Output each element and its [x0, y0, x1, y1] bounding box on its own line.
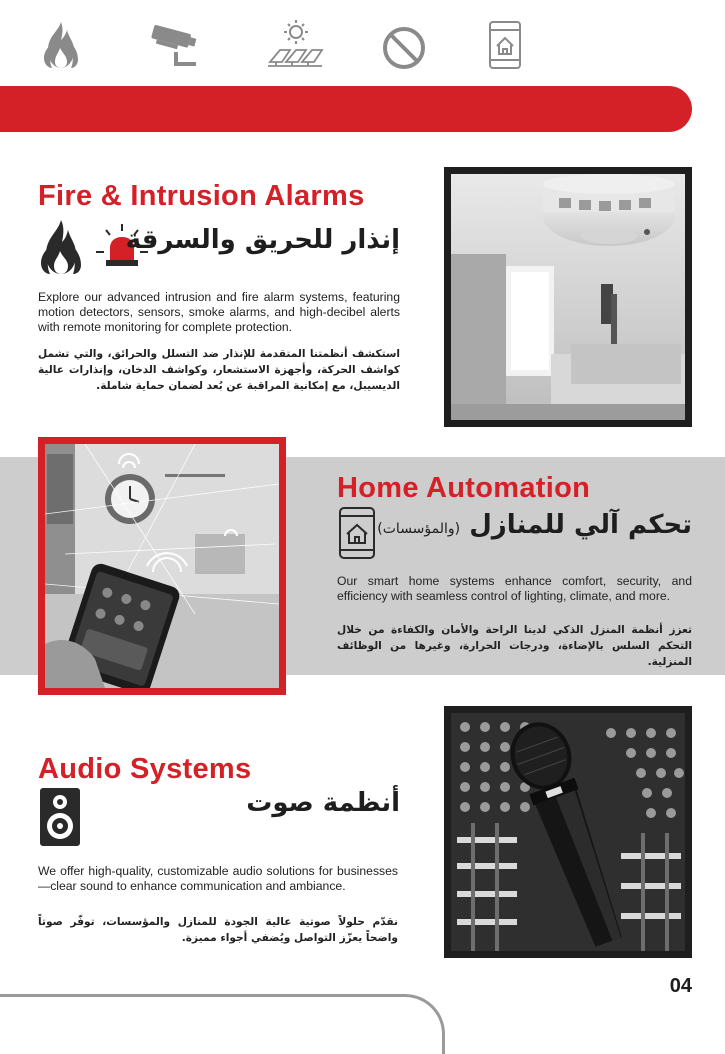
smart-home-phone-photo — [38, 437, 286, 695]
no-entry-icon — [379, 18, 429, 72]
speaker-icon — [38, 786, 82, 848]
home-automation-title-ar-sub: (والمؤسسات) — [377, 521, 461, 537]
footer-tab-outline — [0, 994, 445, 1054]
microphone-mixer-photo — [444, 706, 692, 958]
audio-systems-body-en: We offer high-quality, customizable audio solutions for businesses—clear sound to enhance communication and ambiance. — [38, 864, 398, 893]
audio-systems-title-en: Audio Systems — [38, 753, 252, 785]
fire-alarm-title-ar: إنذار للحريق والسرقة — [125, 225, 400, 255]
home-automation-title-en: Home Automation — [337, 472, 591, 504]
audio-systems-title-ar: أنظمة صوت — [246, 788, 400, 818]
fire-alarm-body-en: Explore our advanced intrusion and fire alarm systems, featuring motion detectors, sensors, smoke alarms, and high-decibel alerts with remote monitoring for complete protection. — [38, 290, 400, 334]
smart-home-phone-icon — [336, 506, 378, 560]
smart-home-phone-icon — [480, 18, 530, 72]
page-number: 04 — [669, 975, 692, 997]
cctv-camera-icon — [146, 18, 200, 72]
header-red-bar — [0, 86, 692, 132]
fire-alarm-title-en: Fire & Intrusion Alarms — [38, 180, 365, 212]
smoke-detector-photo — [444, 167, 692, 427]
fire-alarm-body-ar: استكشف أنظمتنا المتقدمة للإنذار ضد التسلل والحرائق، والتي تشمل كواشف الحركة، وأجهزة الاستشعار، وكواشف الدخان، وإنذارات عالية الديسيبل، مع إمكانية المراقبة عن بُعد لضمان حماية شاملة. — [38, 348, 400, 392]
flame-icon — [36, 18, 86, 72]
flame-icon — [38, 218, 84, 276]
home-automation-title-ar — [377, 510, 692, 540]
home-automation-body-ar: تعزز أنظمة المنزل الذكي لدينا الراحة والأمان والكفاءة من خلال التحكم السلس بالإضاءة، ودرجات الحرارة، وغيرها من الوظائف المنزلية. — [337, 624, 692, 668]
solar-panel-icon — [266, 18, 324, 72]
home-automation-title-ar-main: تحكم آلي للمنازل — [469, 510, 692, 540]
audio-systems-body-ar: نقدّم حلولاً صوتية عالية الجودة للمنازل والمؤسسات، توفّر صوتاً واضحاً يعزّز التواصل ويُضفي أجواء مميزة. — [38, 916, 398, 944]
home-automation-body-en: Our smart home systems enhance comfort, security, and efficiency with seamless control of lighting, climate, and more. — [337, 574, 692, 603]
